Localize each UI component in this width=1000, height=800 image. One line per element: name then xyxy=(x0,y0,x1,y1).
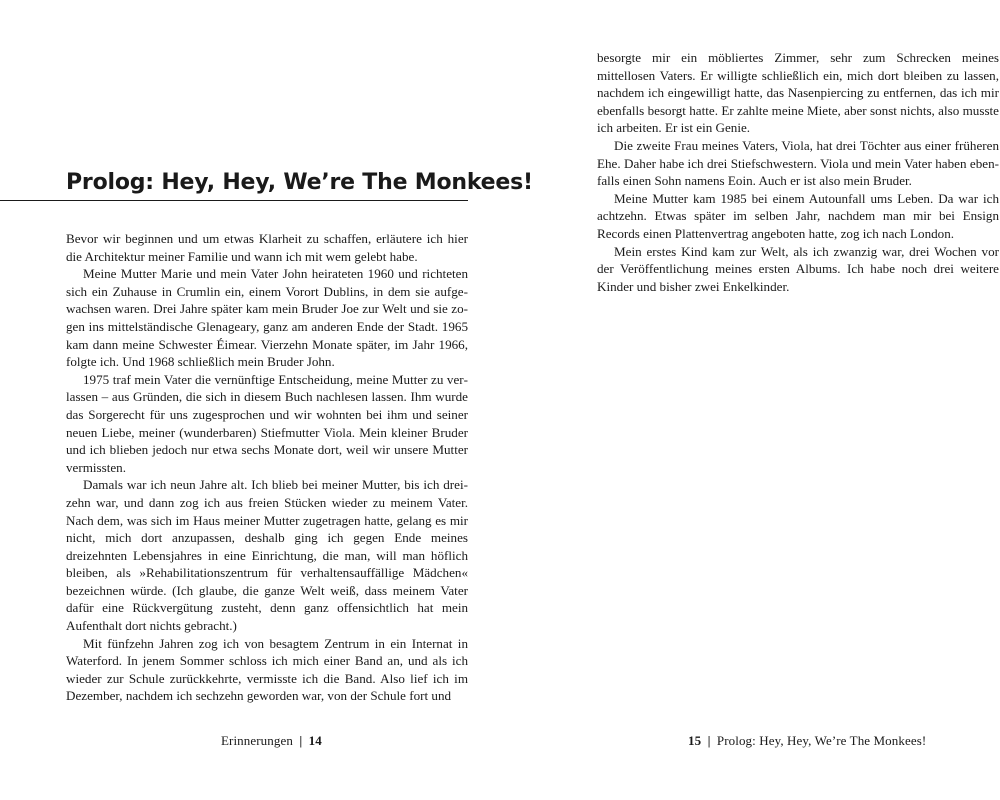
chapter-title: Prolog: Hey, Hey, We’re The Monkees! xyxy=(66,170,533,195)
paragraph: Mein erstes Kind kam zur Welt, als ich zwanzig war, drei Wochen vor der Veröffentlichung meines ersten Albums. Ich habe noch drei weitere Kinder und bisher zwei Enkelkinder. xyxy=(597,243,999,294)
footer-separator: | xyxy=(707,733,711,748)
paragraph: Bevor wir beginnen und um etwas Klarheit zu schaffen, erläutere ich hier die Architektur meiner Familie und wann ich mit wem gelebt habe. xyxy=(66,231,468,264)
paragraph: 1975 traf mein Vater die vernünftige Entscheidung, meine Mutter zu verlassen – aus Gründen, die sich in diesem Buch nachlesen lassen. Ihm wurde das Sorgerecht für uns zugesprochen und wir wohnten bei ihm und seiner neuen Liebe, meiner (wunderbaren) Stiefmutter Viola. Mein kleiner Bruder und ich blieben jedoch nur etwa sechs Monate dort, weil wir unsere Mutter vermissten. xyxy=(66,371,468,475)
right-page-body xyxy=(597,49,999,295)
footer-chapter-title: Prolog: Hey, Hey, We’re The Monkees! xyxy=(716,733,927,748)
left-page-footer xyxy=(221,733,322,749)
paragraph: Meine Mutter Marie und mein Vater John heirateten 1960 und richteten sich ein Zuhause in Crumlin ein, einem Vorort Dublins, in dem sie aufgewachsen waren. Drei Jahre später kam mein Bruder Joe zur Welt und sie zogen ins mittelständische Glenageary, ganz am anderen Ende der Stadt. 1965 kam dann meine Schwester Éimear. Vierzehn Monate später, im Jahr 1966, folgte ich. Und 1968 schließlich mein Bruder John. xyxy=(66,266,468,370)
paragraph: Damals war ich neun Jahre alt. Ich blieb bei meiner Mutter, bis ich dreizehn war, und dann zog ich aus freien Stücken wieder zu meinem Vater. Nach dem, was sich im Haus meiner Mutter zugetragen hatte, gelang es mir nicht, mich dort anzupassen, deshalb ging ich gegen Ende meines dreizehnten Lebensjahres in eine Einrichtung, die man, will man höflich bleiben, als »Rehabilitationszentrum für verhaltensauffällige Mädchen« bezeichnen würde. (Ich glaube, die ganze Welt weiß, dass meinem Vater dafür eine Rückvergütung zusteht, denn ganz offensichtlich hat mein Aufenthalt dort nichts gebracht.) xyxy=(66,477,468,634)
page-number: 14 xyxy=(308,733,322,748)
footer-separator: | xyxy=(299,733,303,748)
paragraph: Mit fünfzehn Jahren zog ich von besagtem Zentrum in ein Internat in Waterford. In jenem Sommer schloss ich mich einer Band an, und als ich wieder zur Schule zurückkehrte, vermisste ich die Band. Also lief ich im Dezember, nachdem ich sechzehn geworden war, von der Schule fort und xyxy=(66,635,468,704)
footer-book-title: Erinnerungen xyxy=(221,733,293,748)
right-page-footer xyxy=(688,733,926,749)
page-number: 15 xyxy=(688,733,702,748)
paragraph: besorgte mir ein möbliertes Zimmer, sehr zum Schrecken meines mittellosen Vaters. Er willigte schließlich ein, mich dort bleiben zu lassen, nachdem ich eingewilligt hatte, das Nasenpiercing zu entfernen, das ich mir ebenfalls besorgt hatte. Er zahlte meine Miete, aber sonst nichts, also musste ich arbeiten. Er ist ein Genie. xyxy=(597,50,999,136)
left-page-body xyxy=(66,230,468,705)
title-rule xyxy=(0,200,468,201)
paragraph: Die zweite Frau meines Vaters, Viola, hat drei Töchter aus einer früheren Ehe. Daher habe ich drei Stiefschwestern. Viola und mein Vater haben ebenfalls einen Sohn namens Eoin. Auch er ist also mein Bruder. xyxy=(597,137,999,189)
paragraph: Meine Mutter kam 1985 bei einem Autounfall ums Leben. Da war ich achtzehn. Etwas später im selben Jahr, nachdem man mir bei Ensign Records einen Plattenvertrag angeboten hatte, zog ich nach London. xyxy=(597,190,999,241)
